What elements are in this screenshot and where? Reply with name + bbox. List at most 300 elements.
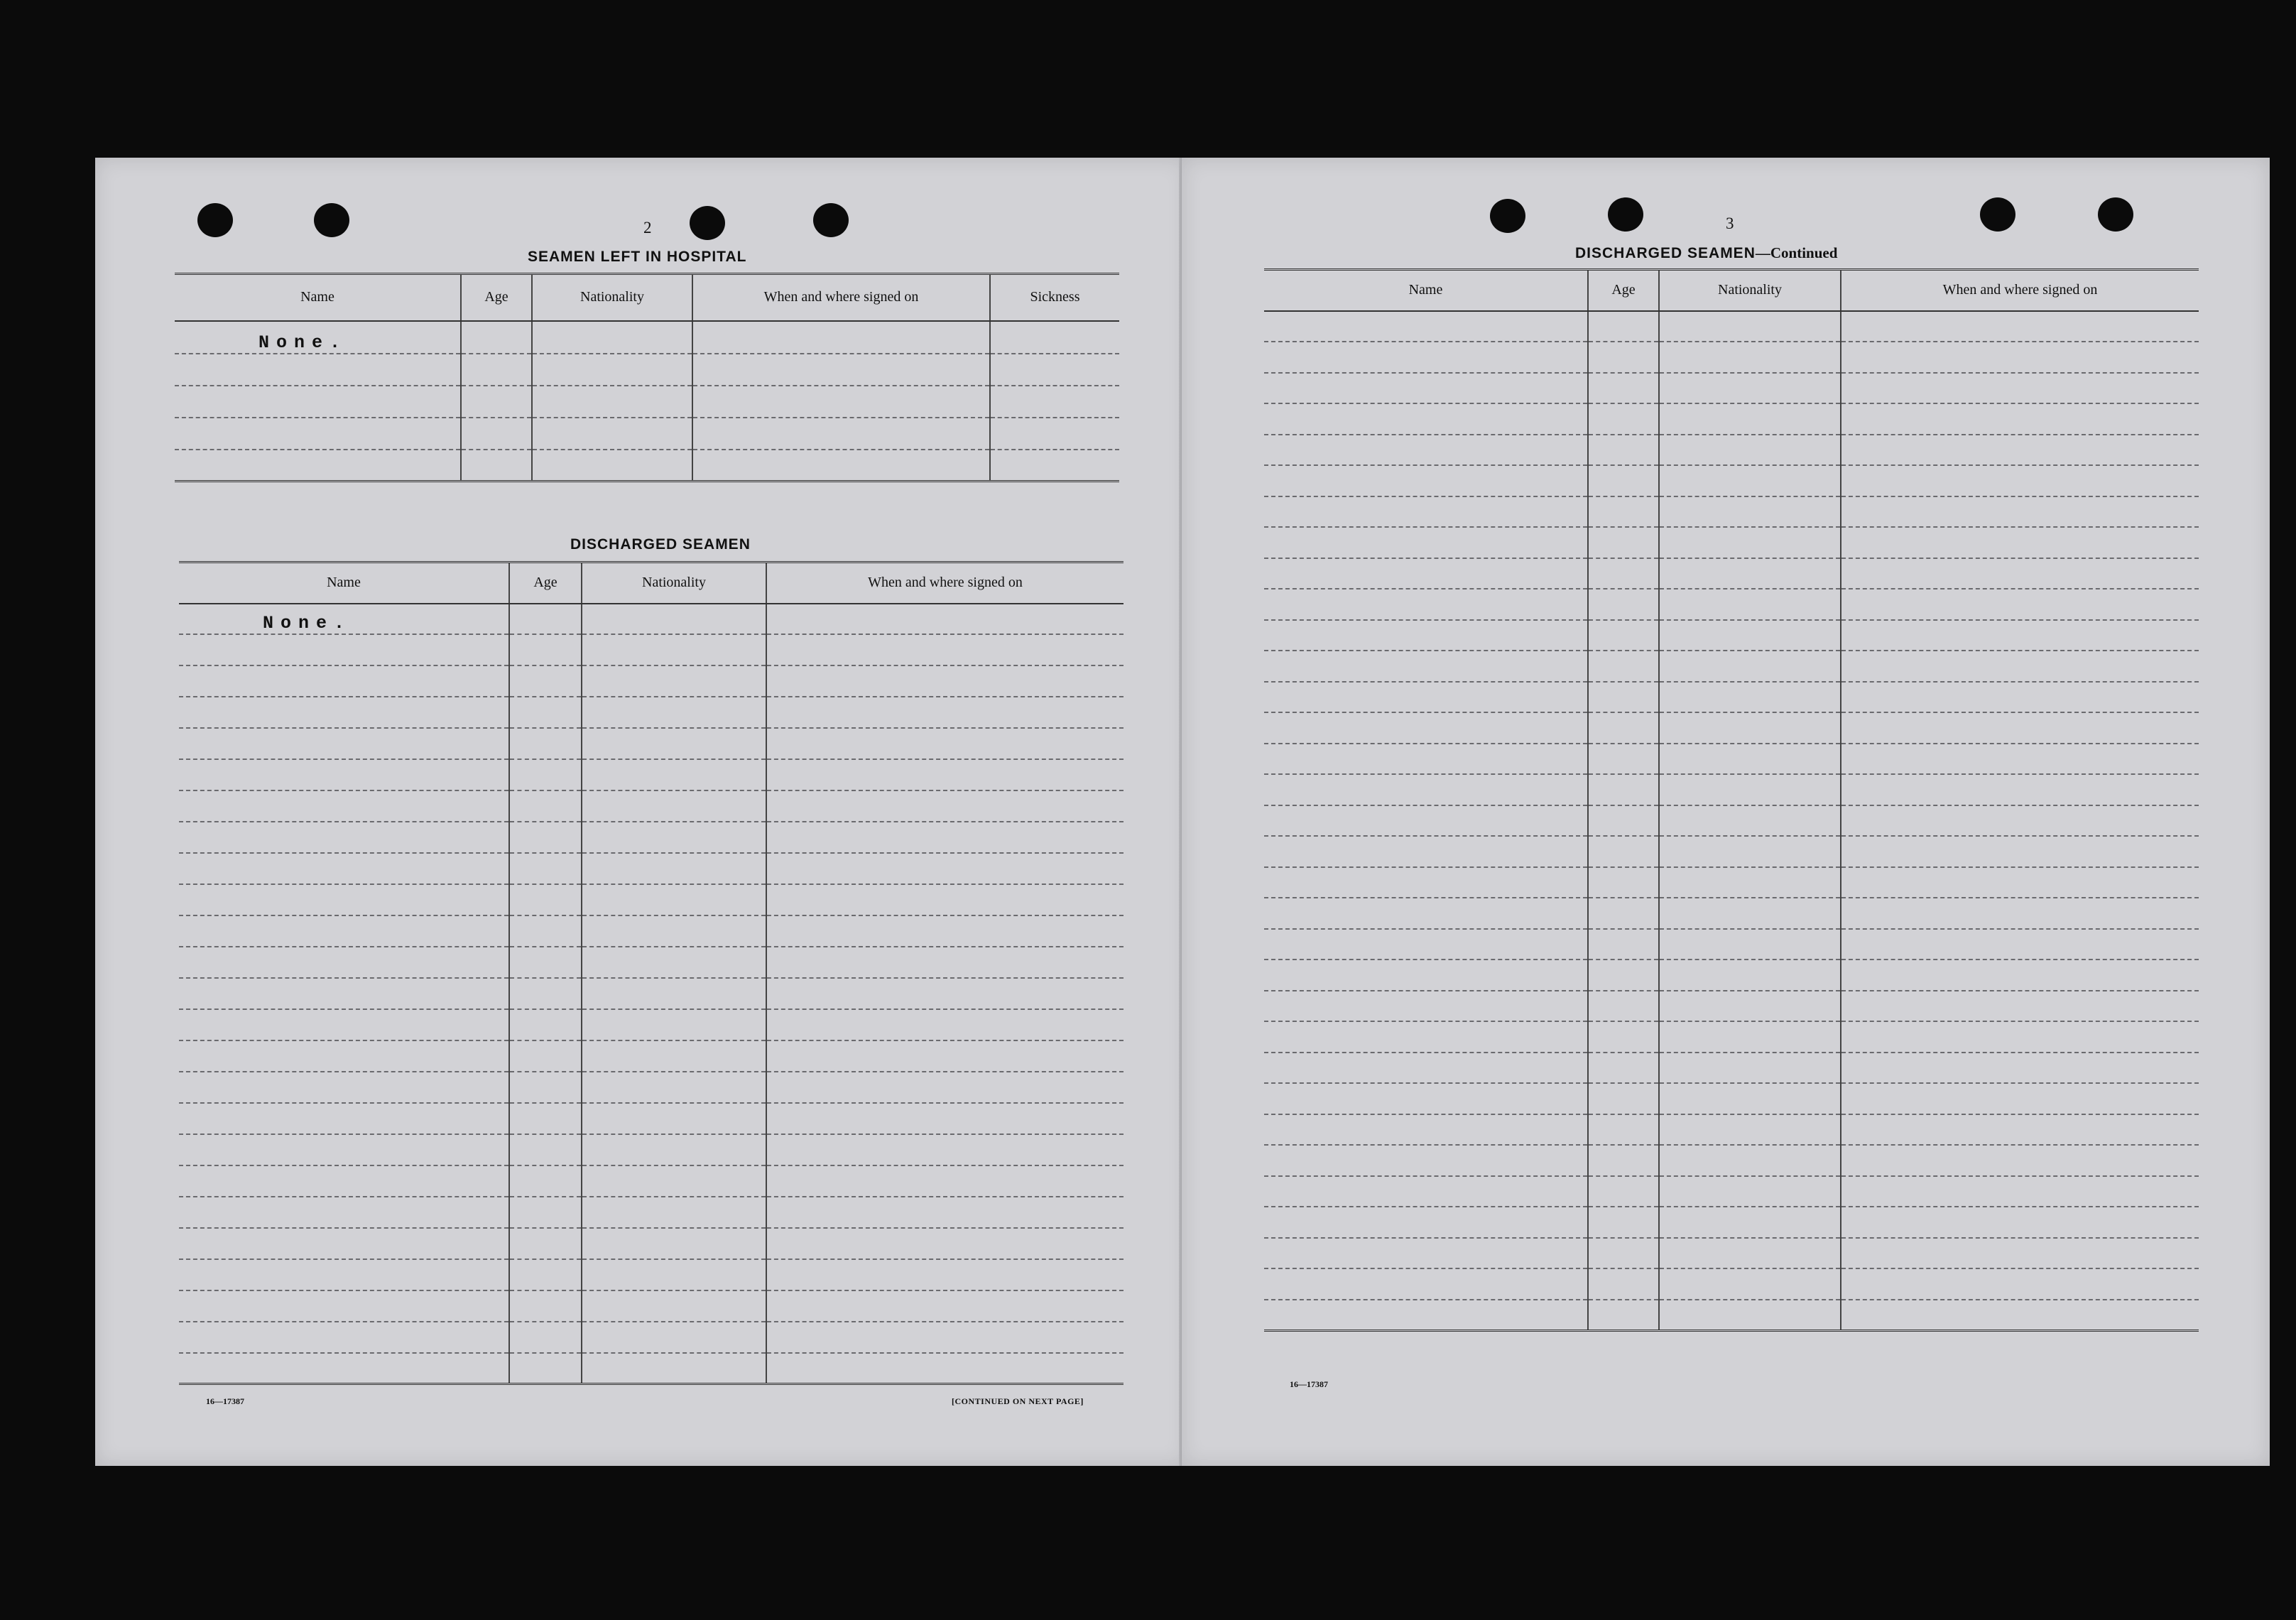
table-cell [175,450,461,482]
table-cell [1659,651,1841,682]
table-row [1264,1114,2199,1146]
table-cell [1264,929,1588,960]
right-page [1182,158,2270,1466]
table-cell [1841,805,2199,837]
table-cell [766,978,1123,1009]
table-cell [1264,620,1588,651]
table-cell [509,1040,582,1072]
table-cell [1841,1268,2199,1300]
table-cell [532,386,692,418]
table-row [179,978,1123,1009]
table-cell [582,1228,766,1259]
table-cell [179,1040,509,1072]
table-cell [1588,1176,1659,1207]
table-cell [1588,620,1659,651]
table-cell [582,759,766,790]
table-row [1264,1176,2199,1207]
hospital-table-body [175,321,1119,482]
table-cell [1659,1114,1841,1146]
table-cell [582,634,766,665]
table-cell [179,1259,509,1290]
table-cell [1588,651,1659,682]
table-cell [582,697,766,728]
table-cell [766,1040,1123,1072]
table-cell [1588,465,1659,496]
table-cell [509,1103,582,1134]
table-cell [461,354,532,386]
table-cell [1264,496,1588,528]
table-cell [1264,465,1588,496]
table-row [179,1165,1123,1197]
table-cell [1841,960,2199,991]
table-cell [1588,311,1659,342]
discharged-continued-title [1575,244,1837,262]
table-cell [766,1134,1123,1165]
entry-none: None. [259,332,348,353]
table-row [175,386,1119,418]
table-cell [766,1009,1123,1040]
table-cell [990,386,1119,418]
table-row [1264,1207,2199,1238]
table-cell [1264,712,1588,744]
column-header-nationality: Nationality [1659,270,1841,311]
table-cell [582,1103,766,1134]
table-cell [179,1103,509,1134]
table-cell [1659,496,1841,528]
table-cell [179,947,509,978]
table-cell [1841,620,2199,651]
table-cell [179,697,509,728]
table-cell [582,665,766,697]
table-cell [692,418,990,450]
table-cell [582,1009,766,1040]
punch-hole [2098,197,2133,232]
table-cell [1264,805,1588,837]
table-cell [461,418,532,450]
table-cell [1841,373,2199,404]
table-cell [766,634,1123,665]
punch-hole [690,206,725,240]
punch-hole [1608,197,1643,232]
table-cell [1264,558,1588,589]
table-cell [461,386,532,418]
table-cell [692,354,990,386]
table-cell [179,1353,509,1384]
table-cell [582,822,766,853]
table-cell [1588,1021,1659,1053]
table-cell [1588,682,1659,713]
table-cell [1588,589,1659,620]
table-cell [1264,651,1588,682]
punch-hole [314,203,349,237]
table-cell [1659,836,1841,867]
table-cell [1588,527,1659,558]
table-cell [1841,589,2199,620]
table-cell [1264,1176,1588,1207]
table-cell [1659,1145,1841,1176]
table-cell [179,915,509,947]
table-cell [1841,1176,2199,1207]
table-cell [179,1197,509,1228]
table-row [179,1322,1123,1353]
table-row [179,1228,1123,1259]
table-cell [179,728,509,759]
table-cell [1264,744,1588,775]
table-cell [1264,898,1588,929]
table-cell [1659,805,1841,837]
column-header-nationality: Nationality [582,562,766,604]
table-cell [1659,527,1841,558]
table-cell [1264,774,1588,805]
table-cell [766,697,1123,728]
table-cell [509,978,582,1009]
table-cell [1588,342,1659,373]
table-cell [179,1134,509,1165]
table-cell [1659,712,1841,744]
table-row [1264,403,2199,435]
table-cell [766,1290,1123,1322]
table-cell [1264,1083,1588,1114]
table-cell [1841,527,2199,558]
table-cell [1659,960,1841,991]
table-row [1264,1238,2199,1269]
table-cell [1659,991,1841,1022]
table-cell [582,884,766,915]
table-row [175,450,1119,482]
table-cell [1841,651,2199,682]
table-row [175,418,1119,450]
table-row [179,947,1123,978]
hospital-title: SEAMEN LEFT IN HOSPITAL [528,249,747,265]
table-cell [1659,1207,1841,1238]
table-cell [1841,991,2199,1022]
table-cell [461,321,532,354]
table-cell [179,1165,509,1197]
form-code: 16—17387 [1290,1379,1328,1389]
table-cell [1841,682,2199,713]
table-cell [509,1322,582,1353]
continued-note: [CONTINUED ON NEXT PAGE] [952,1396,1084,1406]
table-cell [509,728,582,759]
table-cell [509,1259,582,1290]
table-row [179,1259,1123,1290]
table-cell [582,728,766,759]
table-row [1264,1083,2199,1114]
table-cell [692,321,990,354]
table-cell [532,321,692,354]
table-cell [692,386,990,418]
table-row [1264,1268,2199,1300]
table-cell [1264,1021,1588,1053]
table-cell [990,321,1119,354]
table-cell [179,1322,509,1353]
table-cell [766,884,1123,915]
table-cell [582,1353,766,1384]
table-cell [766,759,1123,790]
table-cell [1659,1176,1841,1207]
table-cell [766,915,1123,947]
table-cell [1659,682,1841,713]
table-cell [1659,774,1841,805]
table-cell [582,947,766,978]
table-cell [1588,805,1659,837]
column-header-name: Name [1264,270,1588,311]
table-cell [179,665,509,697]
table-cell [766,1228,1123,1259]
table-cell [1588,373,1659,404]
hospital-entry [175,321,461,354]
table-cell [1841,465,2199,496]
column-header-sickness: Sickness [990,274,1119,321]
discharged-continued-body [1264,311,2199,1331]
table-cell [175,386,461,418]
punch-hole [197,203,233,237]
table-row [1264,929,2199,960]
table-cell [1588,867,1659,898]
table-cell [1264,1300,1588,1331]
table-cell [1659,620,1841,651]
discharged-table [179,561,1123,1385]
table-cell [582,1134,766,1165]
table-cell [1841,774,2199,805]
column-header-name: Name [179,562,509,604]
table-cell [1264,867,1588,898]
table-cell [1659,311,1841,342]
table-row [1264,1145,2199,1176]
table-cell [509,853,582,884]
column-header-signed-on: When and where signed on [1841,270,2199,311]
table-cell [1841,898,2199,929]
table-cell [990,418,1119,450]
table-cell [179,978,509,1009]
table-row [1264,867,2199,898]
table-cell [1264,527,1588,558]
table-cell [1659,1268,1841,1300]
table-cell [582,1290,766,1322]
table-row [1264,1300,2199,1331]
table-cell [1841,867,2199,898]
table-row [179,1009,1123,1040]
table-row [1264,651,2199,682]
table-cell [509,665,582,697]
table-cell [766,1103,1123,1134]
table-cell [509,947,582,978]
table-cell [1588,898,1659,929]
column-header-age: Age [461,274,532,321]
table-cell [509,1009,582,1040]
table-cell [1841,1021,2199,1053]
table-row [179,665,1123,697]
table-cell [1841,311,2199,342]
punch-hole [1490,199,1525,233]
table-cell [179,1009,509,1040]
table-cell [1841,1238,2199,1269]
table-cell [1588,744,1659,775]
title-main: DISCHARGED SEAMEN [1575,245,1756,261]
table-cell [509,790,582,822]
title-suffix: —Continued [1755,244,1838,261]
table-cell [1588,1114,1659,1146]
table-cell [532,450,692,482]
table-cell [175,354,461,386]
table-cell [1264,1268,1588,1300]
table-cell [1588,1268,1659,1300]
table-cell [1264,435,1588,466]
table-cell [766,1165,1123,1197]
table-cell [532,354,692,386]
table-cell [1588,1053,1659,1084]
table-row [1264,465,2199,496]
table-row [179,1353,1123,1384]
table-cell [1841,712,2199,744]
table-cell [509,1134,582,1165]
table-cell [509,1165,582,1197]
table-cell [509,822,582,853]
table-cell [532,418,692,450]
table-cell [1264,403,1588,435]
table-cell [509,1353,582,1384]
table-cell [1659,373,1841,404]
table-row [179,884,1123,915]
table-cell [1588,403,1659,435]
table-cell [1264,342,1588,373]
table-row [179,822,1123,853]
table-cell [1841,836,2199,867]
table-cell [509,634,582,665]
table-cell [1264,1238,1588,1269]
table-row [1264,682,2199,713]
discharged-entry [179,604,509,634]
table-row [1264,589,2199,620]
table-cell [990,450,1119,482]
table-cell [1841,929,2199,960]
table-row [179,1197,1123,1228]
table-cell [582,853,766,884]
table-cell [179,822,509,853]
table-cell [582,1040,766,1072]
table-cell [1659,1300,1841,1331]
table-cell [1659,1053,1841,1084]
table-cell [1588,712,1659,744]
table-cell [990,354,1119,386]
table-cell [582,1072,766,1103]
table-cell [582,1165,766,1197]
table-cell [1588,1207,1659,1238]
table-cell [509,697,582,728]
table-cell [1659,867,1841,898]
form-code: 16—17387 [206,1396,244,1406]
table-cell [1588,435,1659,466]
table-row [179,1040,1123,1072]
table-cell [1659,1238,1841,1269]
table-cell [509,884,582,915]
table-row [179,728,1123,759]
table-cell [179,1290,509,1322]
table-row [179,1103,1123,1134]
table-cell [1841,1083,2199,1114]
table-cell [509,1197,582,1228]
table-row [1264,774,2199,805]
table-row [1264,960,2199,991]
column-header-nationality: Nationality [532,274,692,321]
table-row [179,634,1123,665]
table-row [1264,744,2199,775]
table-cell [1659,558,1841,589]
table-row [1264,991,2199,1022]
table-cell [1841,1053,2199,1084]
table-row [179,759,1123,790]
table-cell [766,728,1123,759]
table-cell [692,450,990,482]
table-row [179,1290,1123,1322]
table-row [1264,1053,2199,1084]
table-cell [766,1322,1123,1353]
table-cell [1841,342,2199,373]
table-row [1264,1021,2199,1053]
table-cell [509,604,582,634]
table-cell [1264,682,1588,713]
table-cell [1264,1207,1588,1238]
table-row [179,915,1123,947]
hospital-table [175,273,1119,482]
table-cell [1659,744,1841,775]
table-cell [509,759,582,790]
table-cell [1264,1145,1588,1176]
column-header-signed-on: When and where signed on [766,562,1123,604]
table-row [179,1072,1123,1103]
table-cell [766,853,1123,884]
table-cell [766,665,1123,697]
table-cell [1264,960,1588,991]
table-cell [1588,836,1659,867]
table-cell [766,1197,1123,1228]
table-row [1264,836,2199,867]
table-cell [1659,465,1841,496]
table-cell [582,1322,766,1353]
table-cell [179,790,509,822]
table-cell [1659,898,1841,929]
table-cell [1841,1145,2199,1176]
table-cell [582,978,766,1009]
table-cell [1588,929,1659,960]
table-cell [1264,373,1588,404]
punch-hole [813,203,849,237]
table-cell [1588,1238,1659,1269]
table-cell [179,634,509,665]
table-cell [1588,1083,1659,1114]
table-row [1264,311,2199,342]
table-cell [1588,991,1659,1022]
table-cell [1588,774,1659,805]
table-cell [766,822,1123,853]
table-row [175,354,1119,386]
table-cell [1659,1083,1841,1114]
punch-hole [1980,197,2015,232]
entry-none: None. [263,612,352,634]
table-cell [766,947,1123,978]
table-cell [1841,403,2199,435]
table-cell [1264,836,1588,867]
column-header-age: Age [509,562,582,604]
table-cell [1264,1114,1588,1146]
table-cell [1841,435,2199,466]
table-row [1264,558,2199,589]
table-cell [1659,435,1841,466]
table-cell [179,1072,509,1103]
table-row [1264,373,2199,404]
table-cell [582,604,766,634]
table-cell [509,1072,582,1103]
